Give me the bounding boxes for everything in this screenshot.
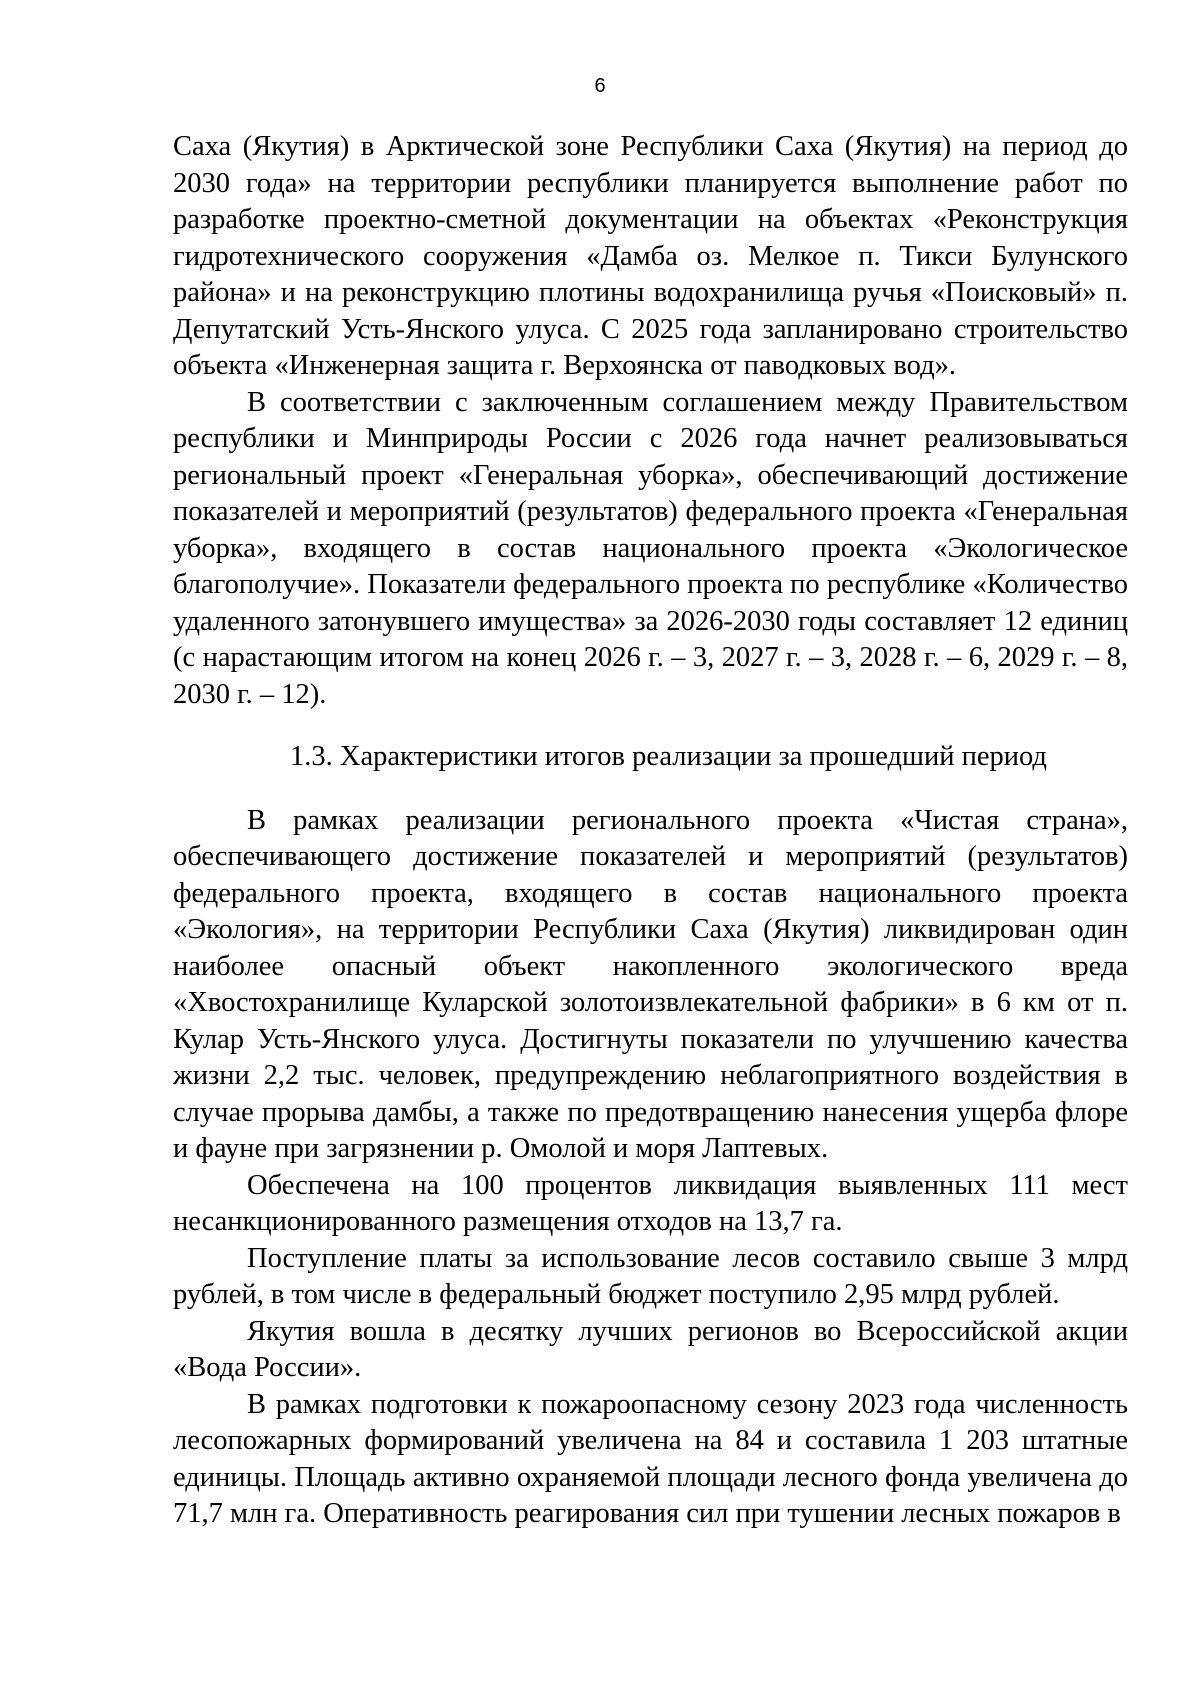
paragraph-continuation: Саха (Якутия) в Арктической зоне Республики Саха (Якутия) на период до 2030 года» на территории республики планируется выполнение работ по разработке проектно-сметной документации на объектах «Реконструкция гидротехнического сооружения «Дамба оз. Мелкое п. Тикси Булунского района» и на реконструкцию плотины водохранилища ручья «Поисковый» п. Депутатский Усть-Янского улуса. С 2025 года запланировано строительство объекта «Инженерная защита г. Верхоянска от паводковых вод». — [173, 131, 1128, 381]
paragraph-general-cleanup: В соответствии с заключенным соглашением между Правительством республики и Минприроды России с 2026 года начнет реализовываться региональный проект «Генеральная уборка», обеспечивающий достижение показателей и мероприятий (результатов) федерального проекта «Генеральная уборка», входящего в состав национального проекта «Экологическое благополучие». Показатели федерального проекта по республике «Количество удаленного затонувшего имущества» за 2026-2030 годы составляет 12 единиц (с нарастающим итогом на конец 2026 г. – 3, 2027 г. – 3, 2028 г. – 6, 2029 г. – 8, 2030 г. – 12). — [173, 386, 1128, 710]
paragraph-waste-sites: Обеспечена на 100 процентов ликвидация выявленных 111 мест несанкционированного размещения отходов на 13,7 га. — [173, 1169, 1128, 1237]
paragraph-clean-country: В рамках реализации регионального проекта «Чистая страна», обеспечивающего достижение показателей и мероприятий (результатов) федерального проекта, входящего в состав национального проекта «Экология», на территории Республики Саха (Якутия) ликвидирован один наиболее опасный объект накопленного экологического вреда «Хвостохранилище Куларской золотоизвлекательной фабрики» в 6 км от п. Кулар Усть-Янского улуса. Достигнуты показатели по улучшению качества жизни 2,2 тыс. человек, предупреждению неблагоприятного воздействия в случае прорыва дамбы, а также по предотвращению нанесения ущерба флоре и фауне при загрязнении р. Омолой и моря Лаптевых. — [173, 804, 1128, 1164]
paragraph-water-of-russia: Якутия вошла в десятку лучших регионов во Всероссийской акции «Вода России». — [173, 1315, 1128, 1383]
document-body — [173, 129, 1128, 1533]
paragraph-fire-season: В рамках подготовки к пожароопасному сезону 2023 года численность лесопожарных формирований увеличена на 84 и составила 1 203 штатные единицы. Площадь активно охраняемой площади лесного фонда увеличена до 71,7 млн га. Оперативность реагирования сил при тушении лесных пожаров в — [173, 1388, 1128, 1529]
page-number: 6 — [594, 75, 606, 97]
paragraph-forest-fees: Поступление платы за использование лесов составило свыше 3 млрд рублей, в том числе в федеральный бюджет поступило 2,95 млрд рублей. — [173, 1242, 1128, 1310]
section-heading: 1.3. Характеристики итогов реализации за прошедший период — [290, 741, 1047, 772]
